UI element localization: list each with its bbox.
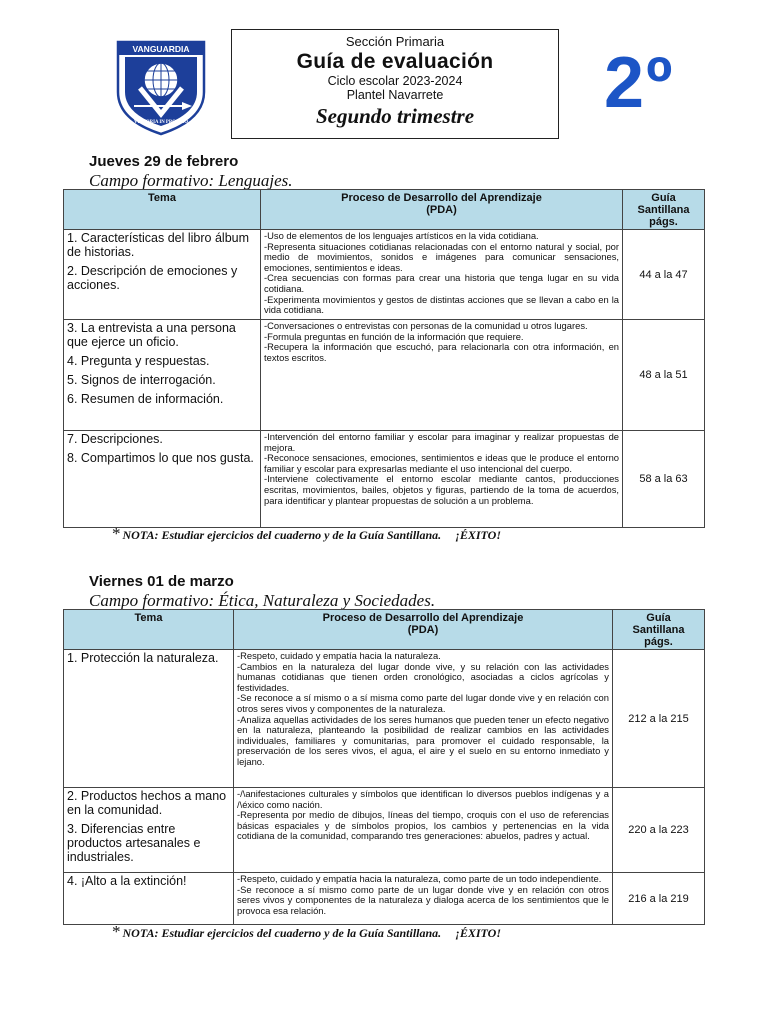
title-box (231, 29, 559, 139)
pages-cell: 48 a la 51 (623, 320, 705, 431)
pda-item: -/\anifestaciones culturales y símbolos que identifican lo diversos pueblos indígenas y a /\éxico como nación. (237, 788, 609, 810)
campo-heading-2: Campo formativo: Ética, Naturaleza y Sociedades. (89, 591, 436, 610)
table-row (64, 431, 705, 528)
section-label: Sección Primaria (345, 34, 445, 49)
pda-item: -Reconoce sensaciones, emociones, sentimientos e ideas que le produce el entorno familiar y escolar para expresarlas mediante el uso intencional del cuerpo. (264, 452, 619, 474)
pda-item: -Recupera la información que escuchó, para relacionarla con otra información, en textos escritos. (264, 341, 619, 363)
table-row (64, 650, 705, 788)
note-text: NOTA: Estudiar ejercicios del cuaderno y de la Guía Santillana. (122, 528, 442, 542)
school-logo (116, 40, 206, 136)
header-pda-line1: Proceso de Desarrollo del Aprendizaje (341, 192, 542, 204)
header-guia (613, 610, 705, 650)
topic-item: 4. Pregunta y respuestas. (67, 354, 210, 368)
header-tema: Tema (64, 190, 261, 230)
topic-item: 5. Signos de interrogación. (67, 373, 216, 387)
pda-cell (234, 788, 613, 873)
note-text: NOTA: Estudiar ejercicios del cuaderno y de la Guía Santillana. (122, 926, 442, 940)
pda-item: -Intervención del entorno familiar y escolar para imaginar y realizar propuestas de mejora. (264, 431, 619, 453)
topic-item: 4. ¡Alto a la extinción! (67, 874, 187, 888)
pda-item: -Se reconoce a sí mismo o a sí misma como parte del lugar donde vive y en relación con otros seres vivos y componentes de la naturaleza. (237, 692, 609, 714)
note-star: * (112, 524, 121, 543)
pda-item: -Uso de elementos de los lenguajes artísticos en la vida cotidiana. (264, 230, 539, 241)
pda-cell (261, 230, 623, 320)
campo-heading-1: Campo formativo: Lenguajes. (89, 171, 293, 190)
study-note-2 (112, 922, 501, 942)
pages-cell: 220 a la 223 (613, 788, 705, 873)
pda-item: -Representa por medio de dibujos, líneas del tiempo, croquis con el uso de referencias básicas espaciales y de símbolos propios, los cambios y pertenencias en la vida cotidiana de la comunidad, comparando tres generaciones: abuelos, padres y actual. (237, 809, 609, 842)
topic-item: 1. Protección la naturaleza. (67, 651, 219, 665)
pda-item: -Representa situaciones cotidianas relacionadas con el entorno natural y social, por medio de movimientos, sonidos e imágenes para comunicar sensaciones, emociones, sentimientos e ideas. (264, 240, 619, 273)
header-pda-line1: Proceso de Desarrollo del Aprendizaje (322, 612, 524, 624)
pda-item: -Analiza aquellas actividades de los seres humanos que pueden tener un efecto negativo en la naturaleza, planteando la posibilidad de realizar cambios en las actividades individuales, familiares y comunitarias, para promover el cuidado responsable, la preservación de los seres vivos, el agua, el aire y el suelo en su entorno inmediato y lejano. (237, 713, 609, 767)
pda-item: -Interviene colectivamente el entorno escolar mediante cantos, producciones escritas, movimientos, bailes, objetos y figuras, partiendo de la toma de acuerdos, para identificar y plantear propuestas de solución a un problema. (264, 473, 619, 506)
note-exito: ¡ÉXITO! (455, 528, 501, 542)
topic-item: 8. Compartimos lo que nos gusta. (67, 451, 254, 465)
pda-item: -Crea secuencias con formas para crear una historia que tenga lugar en su vida cotidiana. (264, 272, 619, 294)
evaluation-table-1 (63, 189, 705, 528)
pda-item: -Respeto, cuidado y empatía hacia la naturaleza. (237, 650, 441, 661)
topic-cell (64, 873, 234, 925)
pda-cell (261, 320, 623, 431)
pages-cell: 44 a la 47 (623, 230, 705, 320)
table-header-row (64, 190, 705, 230)
day-heading-2: Viernes 01 de marzo (89, 573, 234, 590)
school-year: Ciclo escolar 2023-2024 (327, 74, 463, 88)
pda-item: -Respeto, cuidado y empatía hacia la naturaleza, como parte de un todo independiente. (237, 873, 602, 884)
topic-item: 2. Descripción de emociones y acciones. (67, 264, 238, 292)
header-guia (623, 190, 705, 230)
table-header-row (64, 610, 705, 650)
grade-label: 2º (604, 43, 675, 123)
trimester-title: Segundo trimestre (315, 104, 475, 128)
header-guia-line1: Guía (651, 192, 676, 204)
header-pda-line2: (PDA) (426, 204, 457, 216)
pda-item: -Se reconoce a sí mismo como parte de un lugar donde vive y en relación con otros seres vivos y componentes de la naturaleza y dialoga acerca de los sentimientos que le provoca esa relación. (237, 883, 609, 916)
table-row (64, 230, 705, 320)
topic-item: 2. Productos hechos a mano en la comunidad. (67, 789, 227, 817)
header-guia-line2: Santillana (637, 204, 690, 216)
pda-item: -Conversaciones o entrevistas con personas de la comunidad u otros lugares. (264, 320, 588, 331)
header-guia-line1: Guía (646, 612, 671, 624)
header-guia-line3: págs. (649, 216, 678, 228)
topic-cell (64, 320, 261, 431)
pages-cell: 212 a la 215 (613, 650, 705, 788)
header-guia-line3: págs. (644, 636, 673, 648)
topic-item: 3. Diferencias entre productos artesanales e industriales. (67, 822, 201, 864)
pda-cell (261, 431, 623, 528)
header-pda (261, 190, 623, 230)
topic-item: 7. Descripciones. (67, 432, 163, 446)
table-row (64, 320, 705, 431)
header-tema: Tema (64, 610, 234, 650)
note-exito: ¡ÉXITO! (455, 926, 501, 940)
topic-item: 1. Características del libro álbum de historias. (67, 231, 250, 259)
topic-cell (64, 788, 234, 873)
table-row (64, 873, 705, 925)
topic-cell (64, 431, 261, 528)
header-pda-line2: (PDA) (407, 624, 439, 636)
pda-cell (234, 873, 613, 925)
day-heading-1: Jueves 29 de febrero (89, 153, 239, 170)
logo-text-bottom: VICTORIA IN PROELIO (133, 120, 189, 125)
study-note-1 (112, 524, 501, 544)
topic-item: 6. Resumen de información. (67, 392, 224, 406)
campus: Plantel Navarrete (346, 88, 444, 102)
pages-cell: 58 a la 63 (623, 431, 705, 528)
pda-item: -Experimenta movimientos y gestos de distintas acciones que se llevan a cabo en la vida cotidiana. (264, 293, 619, 316)
table-row (64, 788, 705, 873)
pda-item: -Formula preguntas en función de la información que requiere. (264, 330, 524, 342)
pda-item: -Cambios en la naturaleza del lugar donde vive, y su relación con las actividades humanas cotidianas que tienen orden cronológico, asociadas a ciclos agrícolas y festividades. (237, 660, 609, 693)
topic-cell (64, 650, 234, 788)
header-pda (234, 610, 613, 650)
pda-cell (234, 650, 613, 788)
topic-cell (64, 230, 261, 320)
note-star: * (112, 922, 121, 941)
topic-item: 3. La entrevista a una persona que ejerce un oficio. (67, 321, 236, 349)
guide-title: Guía de evaluación (296, 50, 494, 73)
pages-cell: 216 a la 219 (613, 873, 705, 925)
header-guia-line2: Santillana (632, 624, 685, 636)
evaluation-table-2 (63, 609, 705, 925)
logo-text-top: VANGUARDIA (132, 44, 190, 54)
